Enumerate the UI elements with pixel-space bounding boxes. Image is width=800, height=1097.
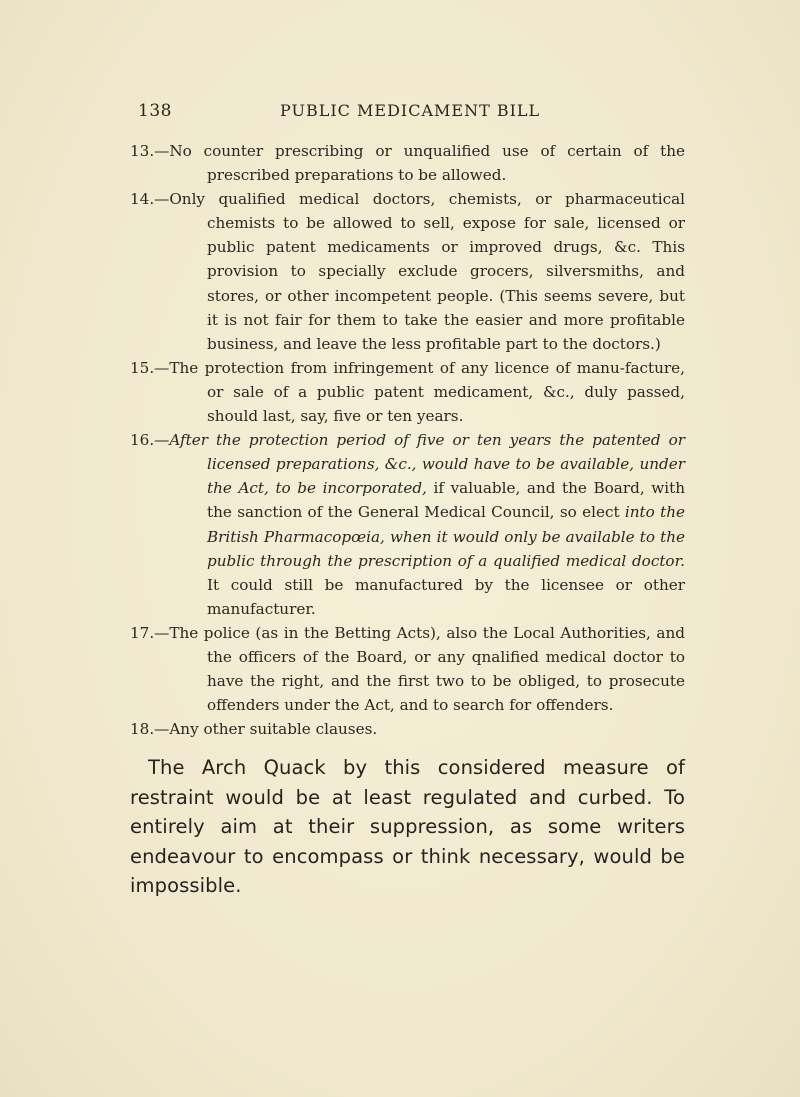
clause-text: —Only qualified medical doctors, chemists, or pharmaceutical chemists to be allowed to sell, expose for sale, licensed or public patent medicaments or improved drugs, &c. This provision to specially exclude grocers, silversmiths, and stores, or other incompetent people. (This seems severe, but it is not fair for them to take the easier and more profitable business, and leave the less profitable part to the doctors.) <box>154 190 685 353</box>
clause-number: 15. <box>130 358 155 377</box>
clause-text-italic: —After the protection period of five or ten years the patented or licensed preparations, &c., would have to be available, under the Act, to be incorporated, <box>154 431 685 498</box>
clause-number: 17. <box>130 623 155 642</box>
clause-number: 13. <box>130 142 155 160</box>
running-head: PUBLIC MEDICAMENT BILL <box>280 101 541 120</box>
clause-text: if valuable, and the Board, with the sanction of the General Medical Council, so elect <box>207 479 685 522</box>
clause-number: 16. <box>130 431 155 450</box>
clause-number: 18. <box>130 720 155 739</box>
clause-text: —No counter prescribing or unqualified use of certain of the prescribed preparations to be allowed. <box>154 142 685 185</box>
clause-16 <box>130 428 685 621</box>
clause-number: 14. <box>130 190 155 209</box>
clause-text: —The protection from infringement of any licence of manu-facture, or sale of a public patent medicament, &c., duly passed, should last, say, five or ten years. <box>154 358 685 426</box>
clause-text-italic: into the British Pharmacopœia, when it would only be available to the public through the prescription of a qualified medical doctor. <box>207 503 685 570</box>
page-number: 138 <box>138 101 172 121</box>
clause-17 <box>130 621 685 717</box>
page-body <box>130 139 685 920</box>
clause-14 <box>130 187 685 356</box>
clause-text: —Any other suitable clauses. <box>154 720 378 739</box>
clause-18 <box>130 717 685 741</box>
page-header <box>130 101 690 131</box>
clause-15 <box>130 356 685 428</box>
clause-text: It could still be manufactured by the licensee or other manufacturer. <box>207 575 685 618</box>
closing-paragraph: The Arch Quack by this considered measure of restraint would be at least regulated and curbed. To entirely aim at their suppression, as some writers endeavour to encompass or think necessary, would be impossible. <box>130 756 685 898</box>
clause-text: —The police (as in the Betting Acts), also the Local Authorities, and the officers of the Board, or any qnalified medical doctor to have the right, and the first two to be obliged, to prosecute offenders under the Act, and to search for offenders. <box>154 623 685 715</box>
clause-13 <box>130 139 685 187</box>
